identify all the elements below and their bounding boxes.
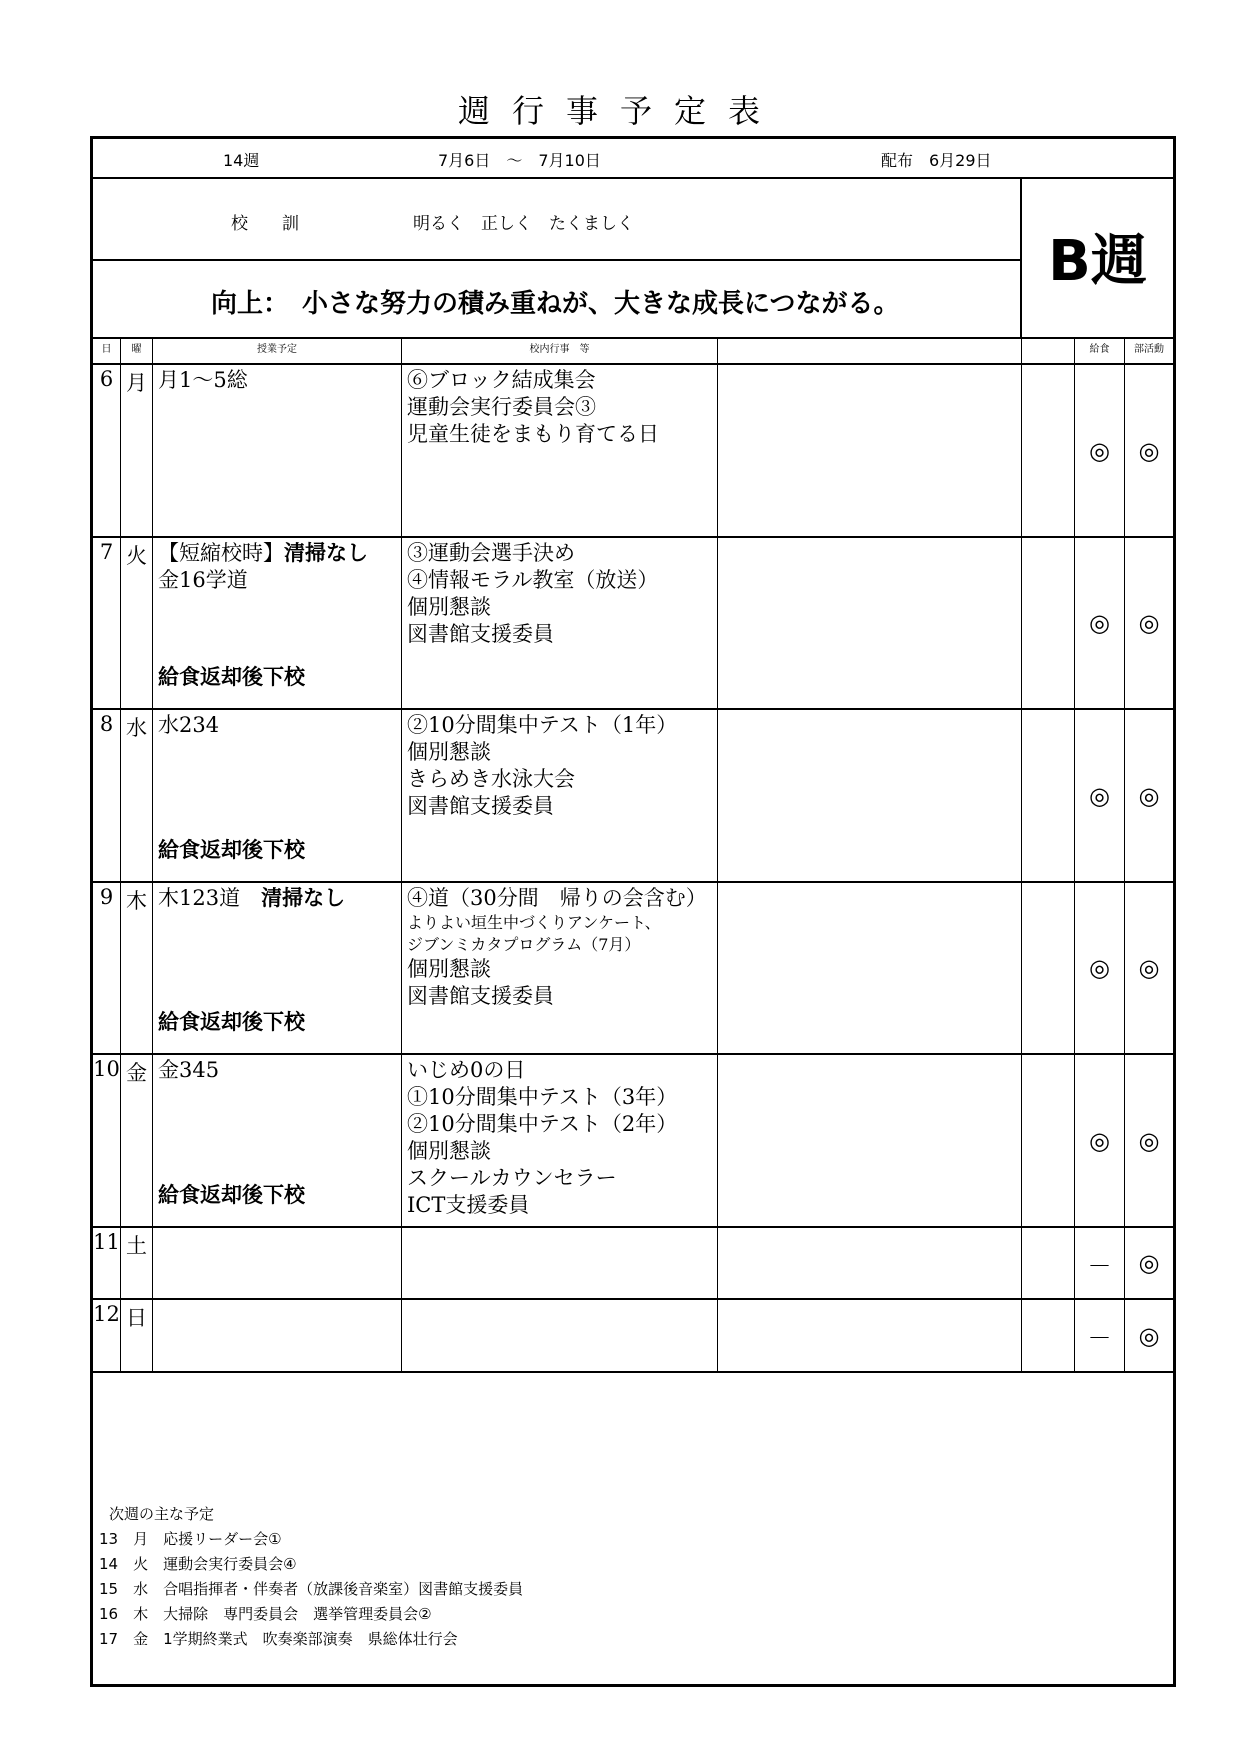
lesson-plan-line: 月1～5総 (158, 368, 248, 392)
event-line: ⑥ブロック結成集会 (407, 368, 596, 392)
next-week-item: 15 水 合唱指揮者・伴奏者（放課後音楽室）図書館支援委員 (99, 1580, 524, 1598)
col-day: 日 (93, 339, 121, 363)
day-of-week: 土 (121, 1228, 153, 1298)
event-line: 個別懇談 (407, 595, 491, 619)
col-dow: 曜 (121, 339, 153, 363)
date-range: 7月6日 ～ 7月10日 (438, 151, 601, 170)
lesson-plan-line: 木123道 清掃なし (158, 886, 346, 910)
notes-cell (718, 883, 1022, 1053)
club-mark: ◎ (1138, 1249, 1160, 1277)
next-week-item: 16 木 大掃除 専門委員会 選挙管理委員会② (99, 1605, 432, 1623)
event-line: 運動会実行委員会③ (407, 395, 596, 419)
motto-block (93, 177, 1022, 339)
weekly-goal (93, 261, 1020, 337)
event-line: 個別懇談 (407, 740, 491, 764)
no-cleaning-note: 清掃なし (284, 541, 368, 565)
day-number: 7 (93, 538, 121, 708)
school-events (402, 1055, 718, 1226)
col-blank-2 (1022, 339, 1075, 363)
event-line: ①10分間集中テスト（3年） (407, 1085, 678, 1109)
next-week-item: 13 月 応援リーダー会① (99, 1530, 282, 1548)
week-type-badge: B週 (1022, 177, 1173, 339)
dismissal-note: 給食返却後下校 (158, 1183, 305, 1207)
notes-cell (718, 1228, 1022, 1298)
school-events (402, 1228, 718, 1298)
extra-cell (1022, 710, 1075, 881)
event-line: ④情報モラル教室（放送） (407, 568, 659, 592)
lesson-plan (153, 710, 402, 881)
no-cleaning-note: 清掃なし (261, 886, 346, 910)
table-row (93, 1300, 1173, 1373)
event-line: 図書館支援委員 (407, 622, 554, 646)
club-mark: ◎ (1138, 1321, 1160, 1350)
event-line: ③運動会選手決め (407, 541, 575, 565)
extra-cell (1022, 1055, 1075, 1226)
lesson-plan-line: 水234 (158, 713, 220, 737)
column-header-row (93, 339, 1173, 365)
lesson-plan (153, 538, 402, 708)
table-row (93, 883, 1173, 1055)
notes-cell (718, 1055, 1022, 1226)
day-of-week: 木 (121, 883, 153, 1053)
event-line: 図書館支援委員 (407, 984, 554, 1008)
school-events (402, 1300, 718, 1371)
notes-cell (718, 538, 1022, 708)
dismissal-note: 給食返却後下校 (158, 665, 305, 689)
schedule-header (93, 139, 1173, 179)
lunch-mark: － (1075, 1300, 1125, 1371)
event-line: 個別懇談 (407, 957, 491, 981)
event-line: スクールカウンセラー (407, 1166, 617, 1190)
table-row (93, 365, 1173, 538)
day-number: 6 (93, 365, 121, 536)
notes-cell (718, 365, 1022, 536)
notes-cell (718, 710, 1022, 881)
dismissal-note: 給食返却後下校 (158, 1010, 305, 1034)
extra-cell (1022, 1228, 1075, 1298)
next-week-section (93, 1492, 1173, 1652)
day-number: 11 (93, 1228, 121, 1298)
event-line: ②10分間集中テスト（2年） (407, 1112, 678, 1136)
lunch-mark: ◎ (1075, 883, 1125, 1053)
event-line: いじめ0の日 (407, 1058, 526, 1082)
distribution-date: 配布 6月29日 (881, 151, 992, 170)
motto-label: 校 訓 (231, 214, 299, 234)
event-line: 図書館支援委員 (407, 794, 554, 818)
day-of-week: 金 (121, 1055, 153, 1226)
weekly-goal-text: 向上： 小さな努力の積み重ねが、大きな成長につながる。 (211, 289, 900, 319)
page-title: 週行事予定表 (457, 92, 782, 130)
day-number: 9 (93, 883, 121, 1053)
col-lunch: 給食 (1075, 339, 1125, 363)
event-line: ICT支援委員 (407, 1193, 530, 1217)
lunch-mark: ◎ (1075, 365, 1125, 536)
next-week-list (99, 1527, 1173, 1652)
extra-cell (1022, 538, 1075, 708)
next-week-item: 17 金 1学期終業式 吹奏楽部演奏 県総体壮行会 (99, 1630, 458, 1648)
col-plan: 授業予定 (153, 339, 402, 363)
lunch-mark: ◎ (1075, 710, 1125, 881)
school-events (402, 365, 718, 536)
extra-cell (1022, 1300, 1075, 1371)
lesson-plan (153, 1300, 402, 1371)
day-of-week: 水 (121, 710, 153, 881)
event-line: 個別懇談 (407, 1139, 491, 1163)
day-of-week: 月 (121, 365, 153, 536)
club-mark: ◎ (1138, 954, 1160, 982)
next-week-title: 次週の主な予定 (109, 1505, 215, 1523)
table-row (93, 1228, 1173, 1300)
col-club: 部活動 (1134, 344, 1164, 355)
lunch-mark: ◎ (1075, 538, 1125, 708)
event-line: ジブンミカタプログラム（7月） (407, 935, 641, 954)
event-line: ④道（30分間 帰りの会含む） (407, 886, 707, 910)
extra-cell (1022, 365, 1075, 536)
school-events (402, 710, 718, 881)
day-number: 8 (93, 710, 121, 881)
event-line: きらめき水泳大会 (407, 767, 575, 791)
lesson-plan (153, 1228, 402, 1298)
school-motto (93, 177, 1020, 261)
club-mark: ◎ (1138, 436, 1160, 465)
lesson-plan (153, 1055, 402, 1226)
lunch-mark: － (1075, 1228, 1125, 1298)
day-of-week: 火 (121, 538, 153, 708)
event-line: ②10分間集中テスト（1年） (407, 713, 678, 737)
day-number: 10 (93, 1055, 121, 1226)
dismissal-note: 給食返却後下校 (158, 838, 305, 862)
club-mark: ◎ (1138, 609, 1160, 637)
event-line: 児童生徒をまもり育てる日 (407, 422, 659, 446)
school-events (402, 538, 718, 708)
day-of-week: 日 (121, 1300, 153, 1371)
lesson-plan-line: 【短縮校時】清掃なし (158, 541, 368, 565)
day-number: 12 (93, 1300, 121, 1371)
motto-text: 明るく 正しく たくましく (413, 214, 634, 234)
club-mark: ◎ (1138, 1126, 1160, 1155)
notes-cell (718, 1300, 1022, 1371)
col-blank (718, 339, 1022, 363)
col-events: 校内行事 等 (402, 339, 718, 363)
lesson-plan-line: 金16学道 (158, 568, 248, 592)
schedule-sheet (90, 136, 1176, 1687)
table-row (93, 710, 1173, 883)
lesson-plan-line: 金345 (158, 1058, 220, 1082)
lesson-plan (153, 365, 402, 536)
extra-cell (1022, 883, 1075, 1053)
table-row (93, 538, 1173, 710)
schedule-table (93, 339, 1173, 1373)
school-events (402, 883, 718, 1053)
table-row (93, 1055, 1173, 1228)
next-week-item: 14 火 運動会実行委員会④ (99, 1555, 297, 1573)
lunch-mark: ◎ (1075, 1055, 1125, 1226)
lesson-plan (153, 883, 402, 1053)
week-number: 14週 (223, 151, 260, 170)
event-line: よりよい垣生中づくりアンケート、 (407, 913, 661, 932)
club-mark: ◎ (1138, 781, 1160, 810)
